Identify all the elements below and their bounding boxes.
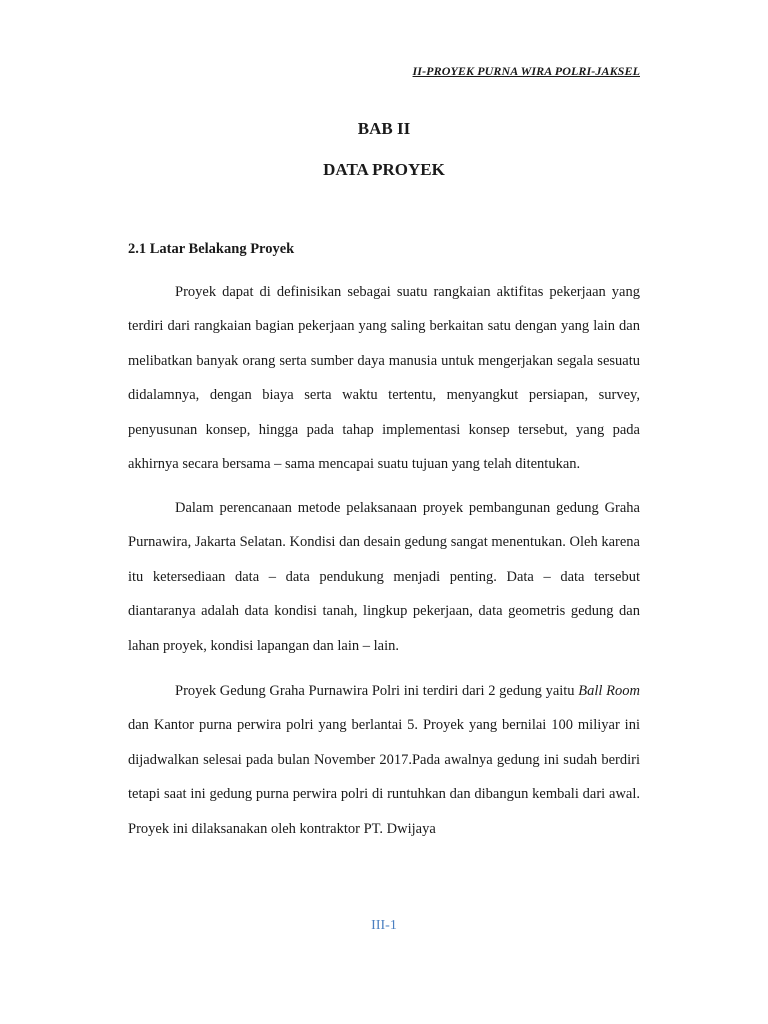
paragraph-planning-data: Dalam perencanaan metode pelaksanaan proyek pembangunan gedung Graha Purnawira, Jakarta Selatan. Kondisi dan desain gedung sangat menentukan. Oleh karena itu ketersediaan data – data pendukung menjadi penting. Data – data tersebut diantaranya adalah data kondisi tanah, lingkup pekerjaan, data geometris gedung dan lahan proyek, kondisi lapangan dan lain – lain. <box>128 500 640 654</box>
chapter-title: DATA PROYEK <box>323 160 445 179</box>
paragraph-project-description <box>128 674 640 846</box>
section-heading: 2.1 Latar Belakang Proyek <box>128 241 295 257</box>
paragraph-project-definition: Proyek dapat di definisikan sebagai suatu rangkaian aktifitas pekerjaan yang terdiri dari rangkaian bagian pekerjaan yang saling berkaitan satu dengan yang lain dan melibatkan banyak orang serta sumber daya manusia untuk mengerjakan segala sesuatu didalamnya, dengan biaya serta waktu tertentu, menyangkut persiapan, survey, penyusunan konsep, hingga pada tahap implementasi konsep tersebut, yang pada akhirnya secara bersama – sama mencapai suatu tujuan yang telah ditentukan. <box>128 284 640 473</box>
paragraph-text-start: Proyek Gedung Graha Purnawira Polri ini terdiri dari 2 gedung yaitu <box>175 683 579 699</box>
running-header: II-PROYEK PURNA WIRA POLRI-JAKSEL <box>412 64 640 78</box>
paragraph-text-end: dan Kantor purna perwira polri yang berlantai 5. Proyek yang bernilai 100 miliyar ini dijadwalkan selesai pada bulan November 2017.Pada awalnya gedung ini sudah berdiri tetapi saat ini gedung purna perwira polri di runtuhkan dan dibangun kembali dari awal. Proyek ini dilaksanakan oleh kontraktor PT. Dwijaya <box>128 717 640 837</box>
chapter-number: BAB II <box>357 119 411 138</box>
emphasized-term: Ball Room <box>578 683 640 699</box>
page-number: III-1 <box>371 918 397 933</box>
